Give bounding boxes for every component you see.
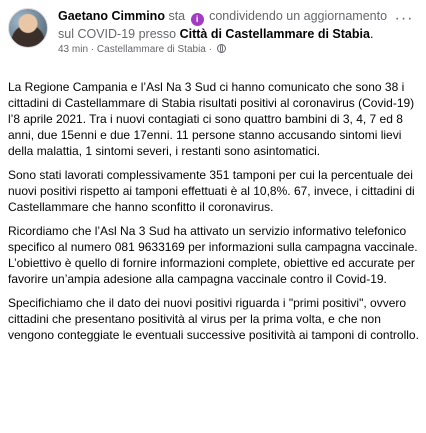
meta-separator-2: · — [208, 44, 212, 55]
post-paragraph: La Regione Campania e l’Asl Na 3 Sud ci hanno comunicato che sono 38 i cittadini di Castellammare di Stabia risultati positivi al coronavirus (Covid-19) l’8 aprile 2021. Tra i nuovi contagiati ci sono quattro bambini di 3, 4, 7 ed 8 anni, due 15enni e due 17enni. 11 persone stanno accusando sintomi lievi della malattia, 1 sintomi severi, i restanti sono asintomatici. — [8, 80, 415, 158]
post-header-text — [58, 8, 388, 56]
more-options-button[interactable]: ··· — [394, 10, 414, 27]
post-meta — [58, 44, 388, 56]
post-location[interactable]: Castellammare di Stabia — [96, 44, 206, 55]
post-paragraph: Ricordiamo che l’Asl Na 3 Sud ha attivato un servizio informativo telefonico specifico al numero 081 9633169 per informazioni sulla campagna vaccinale. L’obiettivo è quello di fornire informazioni complete, obiettive ed accurate per favorire un’ampia adesione alla campagna vaccinale contro il Covid-19. — [8, 224, 418, 286]
author-name[interactable]: Gaetano Cimmino — [58, 9, 165, 23]
info-badge-icon: i — [191, 13, 204, 26]
post-body — [8, 79, 420, 351]
place-link[interactable]: Città di Castellammare di Stabia — [179, 27, 370, 41]
action-prefix: sta — [168, 9, 186, 23]
place-suffix: . — [369, 27, 374, 41]
action-text: condividendo un aggiornamento sul COVID-19 presso — [58, 9, 388, 41]
post-paragraph: Specifichiamo che il dato dei nuovi positivi riguarda i "primi positivi", ovvero cittadini che presentano positività al virus per la prima volta, e che non vengono conteggiate le eventuali successive positività ai tamponi di controllo. — [8, 296, 419, 342]
post-header — [8, 6, 418, 68]
meta-separator: · — [90, 44, 95, 55]
post-time[interactable]: 43 min — [58, 44, 89, 55]
post-paragraph: Sono stati lavorati complessivamente 351 tamponi per cui la percentuale dei nuovi positivi rispetto ai tamponi effettuati è al 10,8%. 67, invece, i cittadini di Castellammare che hanno sconfitto il coronavirus. — [8, 168, 415, 214]
author-avatar[interactable] — [8, 8, 48, 48]
globe-icon — [217, 44, 226, 53]
